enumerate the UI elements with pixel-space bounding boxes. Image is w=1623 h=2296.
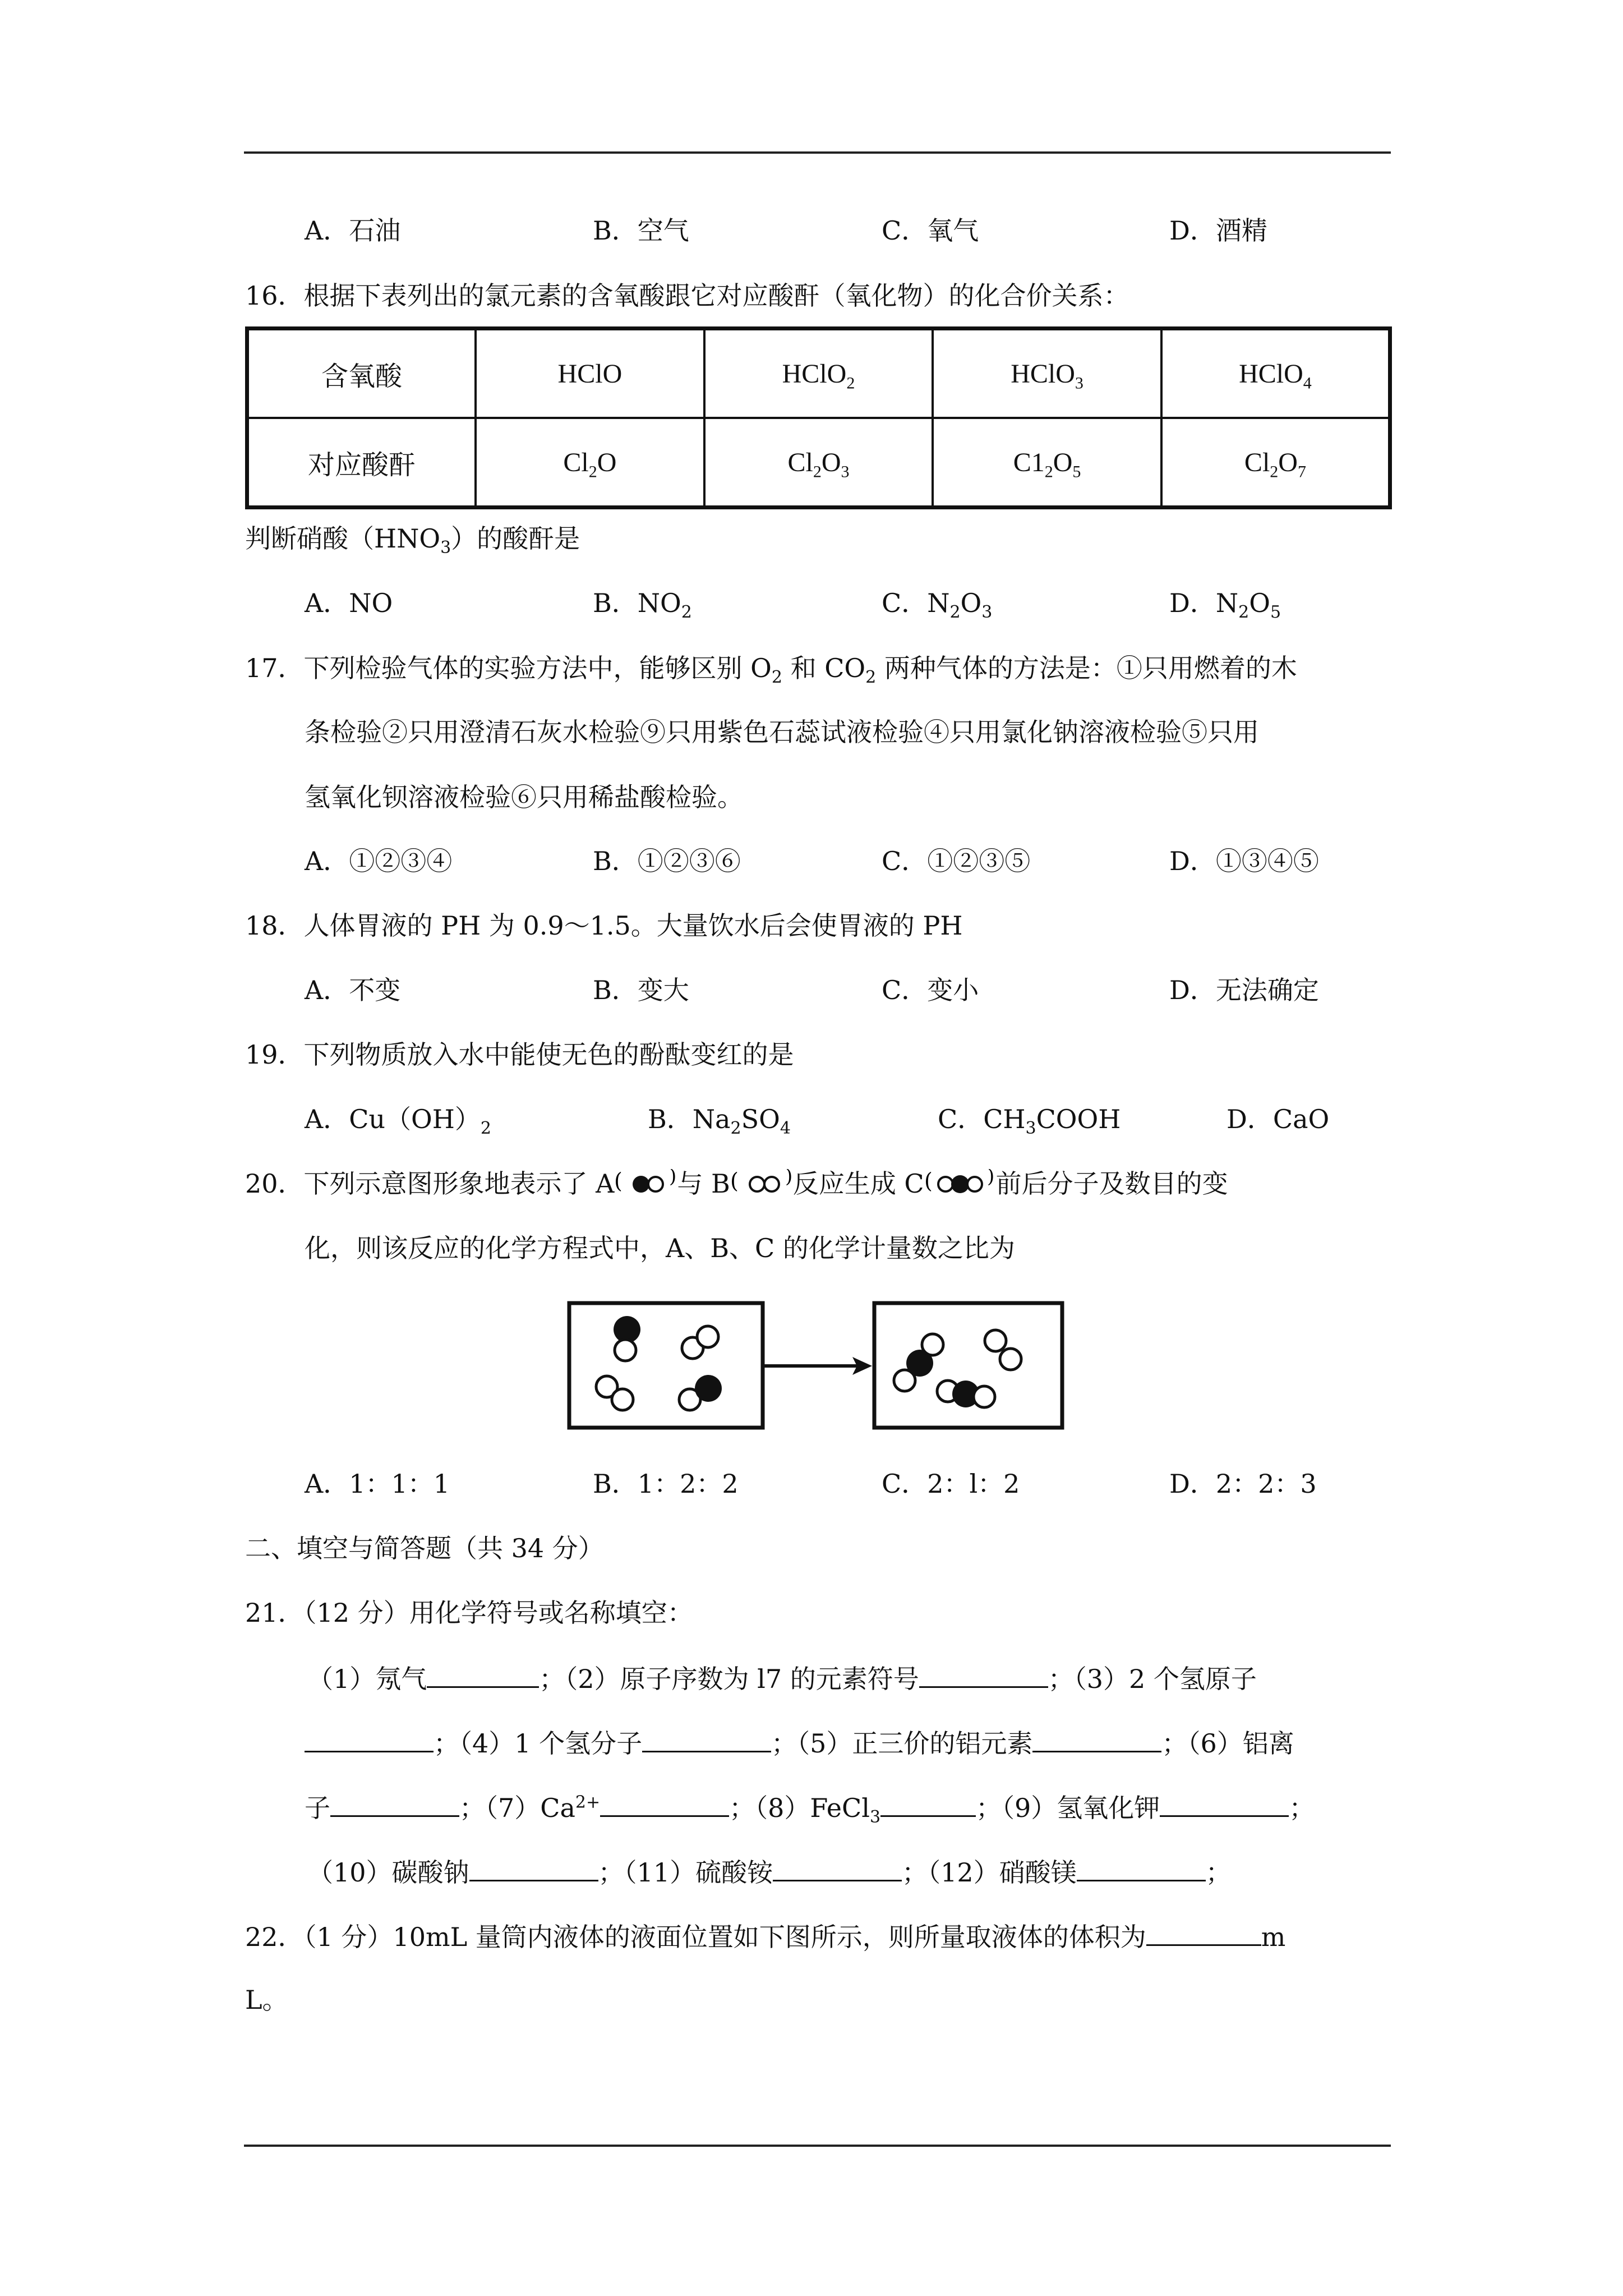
q20-option-a: A．1：1：1 [305,1469,450,1499]
q15-option-a: A．石油 [305,215,401,246]
molecule-b-icon [730,1169,793,1197]
q20-option-d: D．2：2：3 [1169,1469,1317,1499]
q17-stem-line3: 氢氧化钡溶液检验⑥只用稀盐酸检验。 [305,782,743,812]
answer-blank[interactable] [427,1660,539,1688]
q22-line2: L。 [245,1985,288,2015]
q17-option-c: C．①②③⑤ [882,846,1031,876]
answer-blank[interactable] [642,1725,771,1752]
q17-option-d: D．①③④⑤ [1169,846,1319,876]
q21-line1: （1）氖气 ；（2）原子序数为 l7 的元素符号 ；（3）2 个氢原子 [307,1660,1257,1696]
q18-stem: 18．人体胃液的 PH 为 0.9～1.5。大量饮水后会使胃液的 PH [245,910,963,941]
q20-stem-line2: 化，则该反应的化学方程式中，A、B、C 的化学计量数之比为 [305,1233,1015,1263]
bottom-rule [244,2145,1391,2147]
q17-option-a: A．①②③④ [305,846,453,876]
q17-stem-line2: 条检验②只用澄清石灰水检验⑨只用紫色石蕊试液检验④只用氯化钠溶液检验⑤只用 [305,717,1259,747]
q15-option-b: B．空气 [593,215,689,246]
q21-line2: ；（4）1 个氢分子 ；（5）正三价的铝元素 ；（6）铝离 [305,1725,1294,1760]
acid-cell: HClO [476,329,704,418]
q21-line4: （10）碳酸钠 ；（11）硫酸铵 ；（12）硝酸镁 ； [307,1854,1232,1889]
svg-text:): ) [785,1169,793,1188]
answer-blank[interactable] [330,1789,459,1817]
answer-blank[interactable] [1160,1789,1289,1817]
anhydride-cell: $Cl_2O$ [476,418,704,508]
after-reaction-box [874,1303,1062,1428]
top-rule [244,151,1391,154]
answer-blank[interactable] [1032,1725,1161,1752]
answer-blank[interactable] [1146,1918,1261,1946]
before-reaction-box [569,1303,763,1428]
q19-option-a: A．$Cu(OH)_2$ [305,1104,491,1139]
answer-blank[interactable] [880,1789,976,1817]
q18-option-d: D．无法确定 [1169,975,1319,1005]
q17-stem-line1: 17．下列检验气体的实验方法中，能够区别 $O_2$ 和 $CO_2$ 两种气体的方法是：①只用燃着的木 [245,653,1297,688]
anhydride-cell: $C1_2O_5$ [933,418,1161,508]
q18-option-a: A．不变 [305,975,401,1005]
q16-option-c: C．$N_2O_3$ [882,588,993,623]
q19-option-b: B．$Na_2SO_4$ [648,1104,791,1139]
q16-followup: 判断硝酸$(HNO_3)$的酸酐是 [245,523,580,558]
answer-blank[interactable] [305,1725,434,1752]
answer-blank[interactable] [919,1660,1048,1688]
q16-option-d: D．$N_2O_5$ [1169,588,1281,623]
q21-stem: 21．（12 分）用化学符号或名称填空： [245,1598,693,1628]
q18-option-b: B．变大 [593,975,689,1005]
answer-blank[interactable] [600,1789,729,1817]
answer-blank[interactable] [469,1854,598,1881]
q15-option-d: D．酒精 [1169,215,1267,246]
svg-text:): ) [669,1169,677,1188]
section-2-heading: 二、填空与简答题（共 34 分） [245,1533,604,1563]
svg-text:(: ( [924,1169,933,1193]
q18-option-c: C．变小 [882,975,979,1005]
q19-stem: 19．下列物质放入水中能使无色的酚酞变红的是 [245,1039,794,1070]
reaction-diagram [566,1299,1071,1433]
svg-text:(: ( [730,1169,739,1193]
q21-line3: 子 ；$(7)Ca^{2+}$ ；（8）FeCl$_3$ ；（9）氢氧化钾 ； [305,1789,1315,1825]
acid-cell: HClO$_3$ [933,329,1161,418]
molecule-c-icon [924,1169,996,1197]
q19-option-c: C．$CH_3COOH$ [938,1104,1121,1139]
q16-option-b: B．$NO_2$ [593,588,692,623]
anhydride-cell: $Cl_2O_3$ [704,418,933,508]
answer-blank[interactable] [1077,1854,1206,1881]
q20-stem-line1: 20．下列示意图形象地表示了 A ( ) 与 B ( ) 反应生成 C ( ) 前后分子及数目的变 [245,1167,1228,1200]
molecule-a-icon [614,1169,677,1197]
table-header-anhydride: 对应酸酐 [247,418,476,508]
q20-option-c: C．2：l：2 [882,1469,1020,1499]
q15-option-c: C．氧气 [882,215,979,246]
q22-line1: 22．（1 分）10mL 量筒内液体的液面位置如下图所示，则所量取液体的体积为 m [245,1918,1285,1954]
acid-cell: HClO$_2$ [704,329,933,418]
table-header-acid: 含氧酸 [247,329,476,418]
acid-cell: HClO$_4$ [1161,329,1390,418]
svg-text:(: ( [614,1169,623,1193]
acid-anhydride-table [245,326,1392,509]
q16-option-a: A．NO [305,588,393,618]
svg-text:): ) [986,1169,994,1188]
q16-stem: 16．根据下表列出的氯元素的含氧酸跟它对应酸酐（氧化物）的化合价关系： [245,280,1129,311]
q19-option-d: D．CaO [1227,1104,1330,1134]
before-molecule-a [614,1316,640,1361]
anhydride-cell: $Cl_2O_7$ [1161,418,1390,508]
answer-blank[interactable] [773,1854,902,1881]
q17-option-b: B．①②③⑥ [593,846,741,876]
q20-option-b: B．1：2：2 [593,1469,739,1499]
